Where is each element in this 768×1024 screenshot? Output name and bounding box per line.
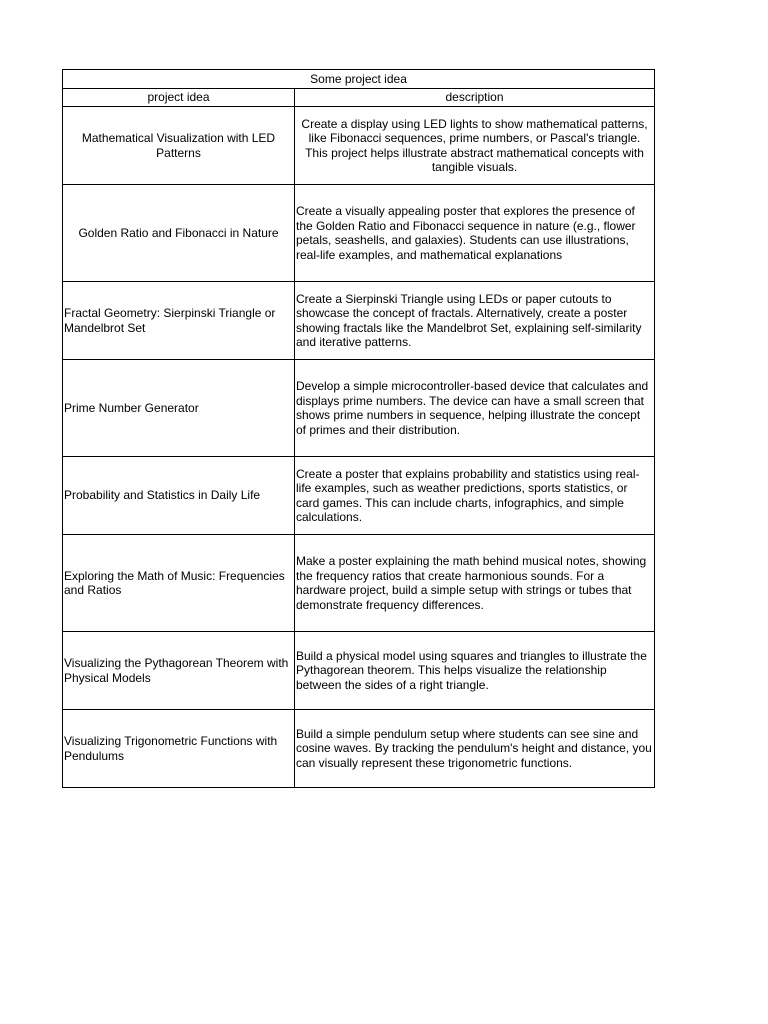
project-idea-cell: Fractal Geometry: Sierpinski Triangle or Mandelbrot Set [63,282,295,360]
table-row [63,535,655,632]
table-row [63,107,655,185]
table-header-row [63,89,655,107]
project-ideas-table [62,69,655,788]
table-row [63,710,655,788]
column-header-description: description [295,89,655,107]
table-row [63,282,655,360]
description-cell: Build a physical model using squares and triangles to illustrate the Pythagorean theorem. This helps visualize the relationship between the sides of a right triangle. [295,632,655,710]
description-cell: Create a visually appealing poster that explores the presence of the Golden Ratio and Fibonacci sequence in nature (e.g., flower petals, seashells, and galaxies). Students can use illustrations, real-life examples, and mathematical explanations [295,185,655,282]
description-cell: Make a poster explaining the math behind musical notes, showing the frequency ratios that create harmonious sounds. For a hardware project, build a simple setup with strings or tubes that demonstrate frequency differences. [295,535,655,632]
table-row [63,632,655,710]
description-cell: Create a Sierpinski Triangle using LEDs or paper cutouts to showcase the concept of fractals. Alternatively, create a poster showing fractals like the Mandelbrot Set, explaining self-similarity and iterative patterns. [295,282,655,360]
project-idea-cell: Probability and Statistics in Daily Life [63,457,295,535]
project-idea-cell: Prime Number Generator [63,360,295,457]
project-idea-cell: Visualizing Trigonometric Functions with Pendulums [63,710,295,788]
description-cell: Develop a simple microcontroller-based device that calculates and displays prime numbers. The device can have a small screen that shows prime numbers in sequence, helping illustrate the concept of primes and their distribution. [295,360,655,457]
table-title: Some project idea [63,70,655,89]
table-title-row [63,70,655,89]
project-idea-cell: Visualizing the Pythagorean Theorem with Physical Models [63,632,295,710]
project-idea-cell: Mathematical Visualization with LED Patterns [63,107,295,185]
column-header-project-idea: project idea [63,89,295,107]
description-cell: Create a display using LED lights to show mathematical patterns, like Fibonacci sequences, prime numbers, or Pascal's triangle. This project helps illustrate abstract mathematical concepts with tangible visuals. [295,107,655,185]
table-row [63,185,655,282]
description-cell: Create a poster that explains probability and statistics using real-life examples, such as weather predictions, sports statistics, or card games. This can include charts, infographics, and simple calculations. [295,457,655,535]
table-row [63,457,655,535]
project-idea-cell: Golden Ratio and Fibonacci in Nature [63,185,295,282]
description-cell: Build a simple pendulum setup where students can see sine and cosine waves. By tracking the pendulum's height and distance, you can visually represent these trigonometric functions. [295,710,655,788]
project-idea-cell: Exploring the Math of Music: Frequencies and Ratios [63,535,295,632]
table-row [63,360,655,457]
